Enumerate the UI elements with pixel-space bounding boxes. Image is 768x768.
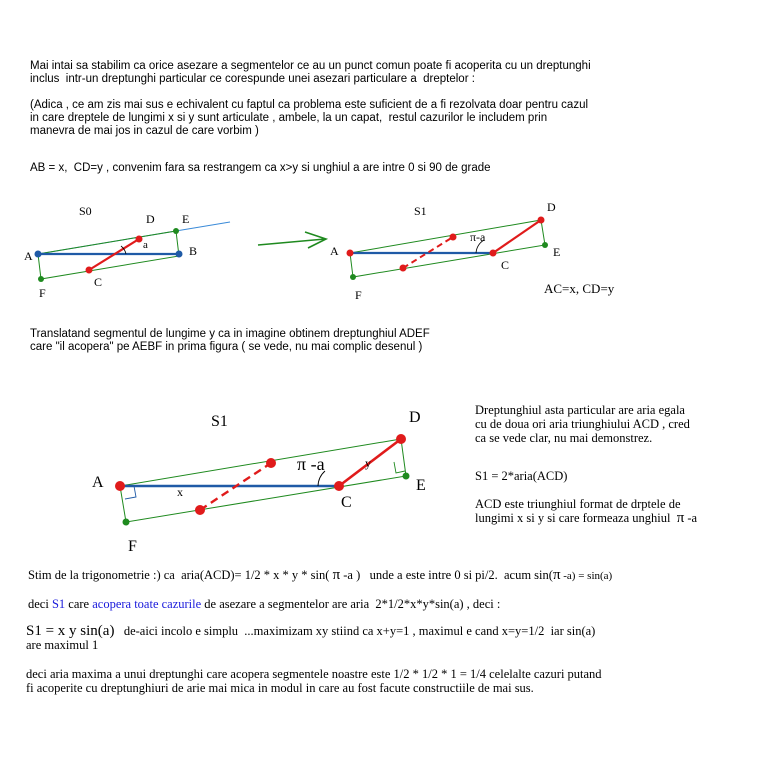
fig2-label-d: D [547,200,556,214]
segment-cd-small [493,220,541,253]
deci-line: deci S1 care acopera toate cazurile de asezare a segmentelor are aria 2*1/2*x*y*sin(a) , deci : [28,597,501,611]
point-translated-2-large [266,458,276,468]
fig3-label-e: E [416,477,426,494]
fig3-angle-label: π -a [297,454,325,474]
point-e-small [542,242,548,248]
fig1-label-e: E [182,212,190,226]
fig1-label-f: F [39,286,46,300]
fig1-title: S0 [79,204,92,218]
translation-line-2: care "il acopera" pe AEBF in prima figura ( se vede, nu mai complic desenul ) [30,341,423,353]
fig3-label-a: A [92,474,104,491]
result-line: S1 = x y sin(a) de-aici incolo e simplu ...maximizam xy stiind ca x+y=1 , maximul e cand x=y=1/2 iar sin(a) [26,623,596,639]
remark-line-1: (Adica , ce am zis mai sus e echivalent cu faptul ca problema este suficient de a fi rezolvata doar pentru cazul [30,99,589,111]
side-note-formula: S1 = 2*aria(ACD) [475,469,568,483]
point-c-small [490,250,497,257]
fig3-label-c: C [341,494,352,511]
point-translated-2-small [450,234,457,241]
fig1-label-c: C [94,275,103,289]
fig3-label-x: x [177,485,183,499]
intro-line-1: Mai intai sa stabilim ca orice asezare a segmentelor ce au un punct comun poate fi acoperita cu un dreptunghi [30,60,591,72]
point-translated-1-large [195,505,205,515]
point-a-small [347,250,354,257]
fig2-label-c: C [501,258,510,272]
point-f [38,276,44,282]
right-angle-mark-a [125,486,136,499]
point-translated-1-small [400,265,407,272]
assumption-text: AB = x, CD=y , convenim fara sa restrangem ca x>y si unghiul a are intre 0 si 90 de grade [30,162,491,174]
point-c [86,267,93,274]
remark-line-2: in care dreptele de lungimi x si y sunt articulate , ambele, la un capat, restul cazurilor le includem prin [30,112,548,124]
intro-line-2: inclus intr-un dreptunghi particular ce corespunde unei asezari particulare a dreptelor : [30,73,475,85]
point-d [136,236,143,243]
point-c-large [334,481,344,491]
fig2-title: S1 [414,204,427,218]
right-angle-mark-e [394,462,405,473]
translation-line-1: Translatand segmentul de lungime y ca in imagine obtinem dreptunghiul ADEF [30,328,430,340]
point-e [173,228,179,234]
point-a [35,251,42,258]
pi-symbol: π [676,510,685,526]
point-f-large [123,519,130,526]
result-formula: S1 = x y sin(a) [26,623,115,639]
result-line-2: are maximul 1 [26,638,99,652]
fig3-label-y: y [365,456,371,470]
side-note-line-1: Dreptunghiul asta particular are aria egala [475,403,685,417]
rectangle-adef-small [350,220,545,277]
point-b [176,251,183,258]
fig3-label-f: F [128,538,137,555]
fig3-title: S1 [211,413,228,430]
point-f-small [350,274,356,280]
fig1-label-a: A [24,249,33,263]
side-note-line-2: cu de doua ori aria triunghiului ACD , cred [475,417,690,431]
fig2-label-a: A [330,244,339,258]
fig1-label-b: B [189,244,198,258]
side-note-line-3: ca se vede clar, nu mai demonstrez. [475,431,653,445]
fig2-angle-label: π-a [470,230,486,244]
fig2-label-e: E [553,245,561,259]
highlight-all-cases: acopera toate cazurile [92,597,202,611]
point-a-large [115,481,125,491]
conclusion-line-2: fi acoperite cu dreptunghiuri de arie mai mica in modul in care au fost facute constructiile de mai sus. [26,681,534,695]
point-d-small [538,217,545,224]
side-note-line-5: lungimi x si y si care formeaza unghiul π -a [475,510,698,526]
remark-line-3: manevra de mai jos in cazul de care vorbim ) [30,125,259,137]
rectangle-adef-large [120,439,406,522]
trig-line: Stim de la trigonometrie :) ca aria(ACD)= 1/2 * x * y * sin( π -a ) unde a este intre 0 si pi/2. acum sin(π -a) = sin(a) [28,567,613,583]
fig1-angle-label: a [143,239,148,251]
fig3-label-d: D [409,409,421,426]
fig2-caption: AC=x, CD=y [544,281,615,296]
fig1-label-d: D [146,212,155,226]
s1-reference: S1 [51,597,66,611]
fig2-label-f: F [355,288,362,302]
point-d-large [396,434,406,444]
conclusion-line-1: deci aria maxima a unui dreptunghi care acopera segmentele noastre este 1/2 * 1/2 * 1 = 1/4 celelalte cazuri putand [26,667,602,681]
point-e-large [403,473,410,480]
side-note-line-4: ACD este triunghiul format de drptele de [475,497,681,511]
